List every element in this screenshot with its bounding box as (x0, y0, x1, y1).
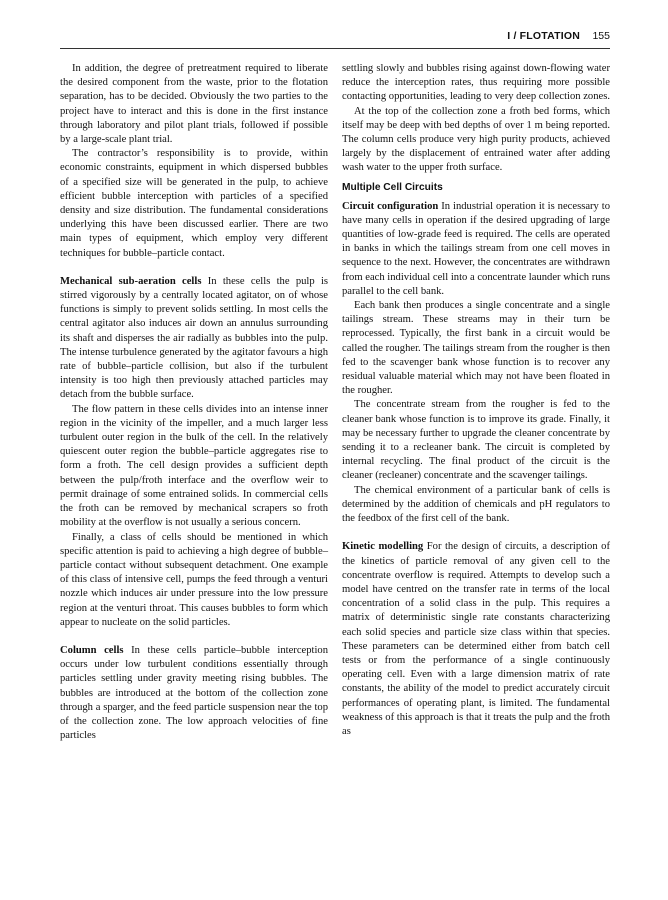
paragraph-text: In these cells particle–bubble interception occurs under low turbulent conditions essentially through particles settling under gravity meeting rising bubbles. The bubbles are introduced at the bottom of the collection zone through a sparger, and the feed particle suspension near the top of the collection zone. The low approach velocities of fine particles (60, 644, 328, 742)
paragraph-text: In industrial operation it is necessary to have many cells in operation if the desired upgrading of large quantities of low-grade feed is required. The cells are operated in banks in which the tailings stream from one cell moves in sequence to the next. However, the concentrates are withdrawn from each individual cell into a concentrate launder which runs parallel to the cell bank. (342, 200, 611, 297)
paragraph: The chemical environment of a particular bank of cells is determined by the addition of chemicals and pH regulators to the feedbox of the first cell of the bank. (342, 484, 610, 525)
paragraph: The contractor’s responsibility is to provide, within economic constraints, equipment in which dispersed bubbles of a specified size will be generated in the pulp, to achieve efficient bubble interception with particles of a specified density and size distribution. The fundamental considerations underlying this have been discussed earlier. There are two main types of equipment, which employ very different techniques for bubble–particle contact. (60, 148, 328, 259)
run-in-heading: Circuit configuration (342, 200, 439, 212)
paragraph-mechanical-cells (60, 275, 328, 403)
page-number: 155 (592, 30, 610, 42)
paragraph-text: In these cells the pulp is stirred vigorously by a centrally located agitator, on of whose functions is simply to prevent solids settling. In most cells the central agitator also induces air down an annulus surrounding its shaft and disperses the air radially as bubbles into the pulp. The intense turbulence generated by the agitator favours a high rate of bubble–particle collision, but also if the turbulent intensity is too high then previously attached particles may detach from the bubble surface. (60, 275, 329, 401)
paragraph: Each bank then produces a single concentrate and a single tailings stream. These streams may in their turn be reprocessed. Typically, the first bank in a circuit would be called the rougher. The tailings stream from the rougher is then fed to the scavenger bank whose function is to recover any residual valuable material which may not have been floated in the rougher. (342, 300, 610, 397)
paragraph-text: For the design of circuits, a description of the kinetics of particle removal of any given cell to the concentrate overflow is required. Attempts to develop such a model have centred on the transfer rate in terms of the local concentration of a solid class in the pulp. This requires a matrix of deterministic single rate constants characterizing each solid species and particle size class within that species. These parameters can be determined either from batch cell tests or from the performance of a single continuously operating cell. Even with a large dimension matrix of rate constants, the ability of the model to predict accurately circuit performances of operating plant, is limited. The fundamental weakness of this approach is that it treats the pulp and the froth as (342, 541, 610, 737)
run-in-heading: Mechanical sub-aeration cells (60, 275, 202, 287)
paragraph: settling slowly and bubbles rising against down-flowing water reduce the interception rates, thus requiring more possible contacting opportunities, leading to very deep collection zones. (342, 63, 610, 103)
right-column (342, 62, 610, 739)
paragraph: In addition, the degree of pretreatment required to liberate the desired component from the waste, prior to the flotation separation, has to be decided. Obviously the two parties to the project have to interact and this is done in the first instance through laboratory and pilot plant trials, followed if possible by a large-scale plant trial. (60, 63, 328, 146)
paragraph: The flow pattern in these cells divides into an intense inner region in the vicinity of the impeller, and a much larger less turbulent outer region in the bulk of the cell. In the relatively quiescent outer region the bubble–particle aggregates rise to form a froth. The cell design provides a sufficient depth between the pulp/froth interface and the overflow weir to permit drainage of some entrained solids. In commercial cells the froth can be removed by mechanical scrapers so froth mobility at the overflow is not usually a serious concern. (60, 403, 328, 529)
running-header (60, 30, 610, 49)
running-header-section: I / FLOTATION (507, 30, 580, 42)
paragraph: Finally, a class of cells should be mentioned in which specific attention is paid to achieving a high degree of bubble–particle contact without subsequent detachment. One example of this class of intensive cell, pumps the feed through a venturi nozzle which induces air under pressure into the low pressure region at the venturi throat. This causes bubbles to form which appear to nucleate on the solid particles. (60, 531, 328, 628)
run-in-heading: Kinetic modelling (342, 541, 424, 553)
section-heading: Multiple Cell Circuits (342, 181, 443, 193)
paragraph-circuit-configuration (342, 200, 610, 299)
paragraph-column-cells (60, 644, 328, 743)
run-in-heading: Column cells (60, 644, 124, 656)
paragraph-kinetic-modelling (342, 540, 610, 739)
paragraph: At the top of the collection zone a froth bed forms, which itself may be deep with bed depths of over 1 m being reported. The column cells produce very high purity products, achieved largely by the displacement of entrained water after adding wash water to the upper froth surface. (342, 105, 610, 174)
paragraph: The concentrate stream from the rougher is fed to the cleaner bank whose function is to improve its grade. Finally, it may be necessary further to upgrade the cleaner concentrate by sending it to a recleaner bank. The circuit is completed by internal recycling. The final product of the circuit is the cleaner (recleaner) concentrate and the scavenger tailings. (342, 399, 610, 482)
left-column (60, 62, 328, 743)
